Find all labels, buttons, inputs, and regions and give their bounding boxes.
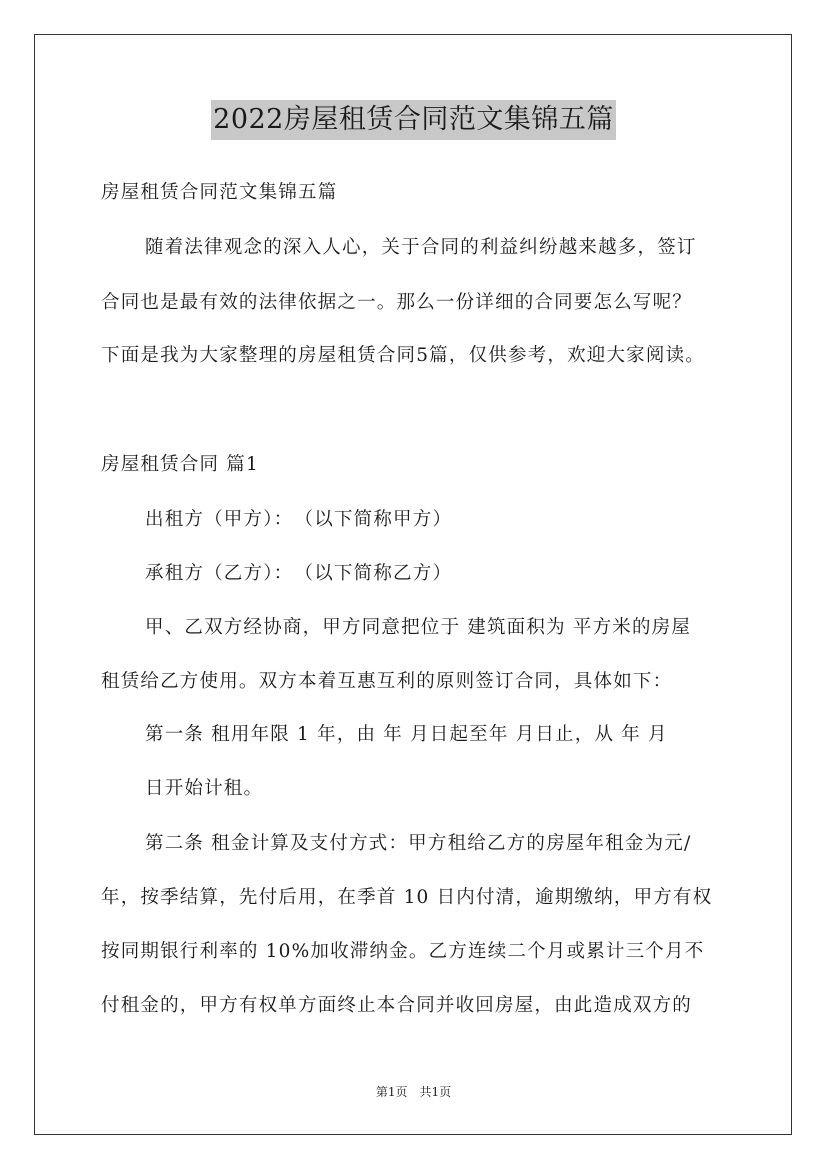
paragraph-line: 租赁给乙方使用。双方本着互惠互利的原则签订合同，具体如下： (101, 671, 673, 692)
paragraph-line: 日开始计租。 (145, 778, 264, 799)
paragraph-line: 付租金的，甲方有权单方面终止本合同并收回房屋，由此造成双方的 (101, 995, 693, 1016)
paragraph-line: 甲、乙双方经协商，甲方同意把位于 建筑面积为 平方米的房屋 (145, 617, 692, 638)
document-title: 2022房屋租赁合同范文集锦五篇 (211, 100, 616, 140)
title-container (0, 100, 827, 140)
paragraph-line: 合同也是最有效的法律依据之一。那么一份详细的合同要怎么写呢？ (101, 292, 693, 313)
paragraph-line: 随着法律观念的深入人心，关于合同的利益纠纷越来越多，签订 (145, 237, 697, 258)
document-subtitle: 房屋租赁合同范文集锦五篇 (101, 182, 338, 203)
paragraph-line: 下面是我为大家整理的房屋租赁合同5篇，仅供参考，欢迎大家阅读。 (101, 345, 705, 366)
paragraph-line: 承租方（乙方）： （以下简称乙方） (145, 563, 453, 584)
paragraph-line: 出租方（甲方）： （以下简称甲方） (145, 509, 453, 530)
paragraph-line: 按同期银行利率的 10%加收滞纳金。乙方连续二个月或累计三个月不 (101, 941, 705, 962)
paragraph-line: 第二条 租金计算及支付方式：甲方租给乙方的房屋年租金为元/ (145, 833, 692, 854)
section-heading: 房屋租赁合同 篇1 (101, 454, 259, 475)
paragraph-line: 年，按季结算，先付后用，在季首 10 日内付清，逾期缴纳，甲方有权 (101, 887, 713, 908)
page-footer: 第1页 共1页 (375, 1085, 452, 1099)
paragraph-line: 第一条 租用年限 1 年，由 年 月日起至年 月日止，从 年 月 (145, 724, 668, 745)
